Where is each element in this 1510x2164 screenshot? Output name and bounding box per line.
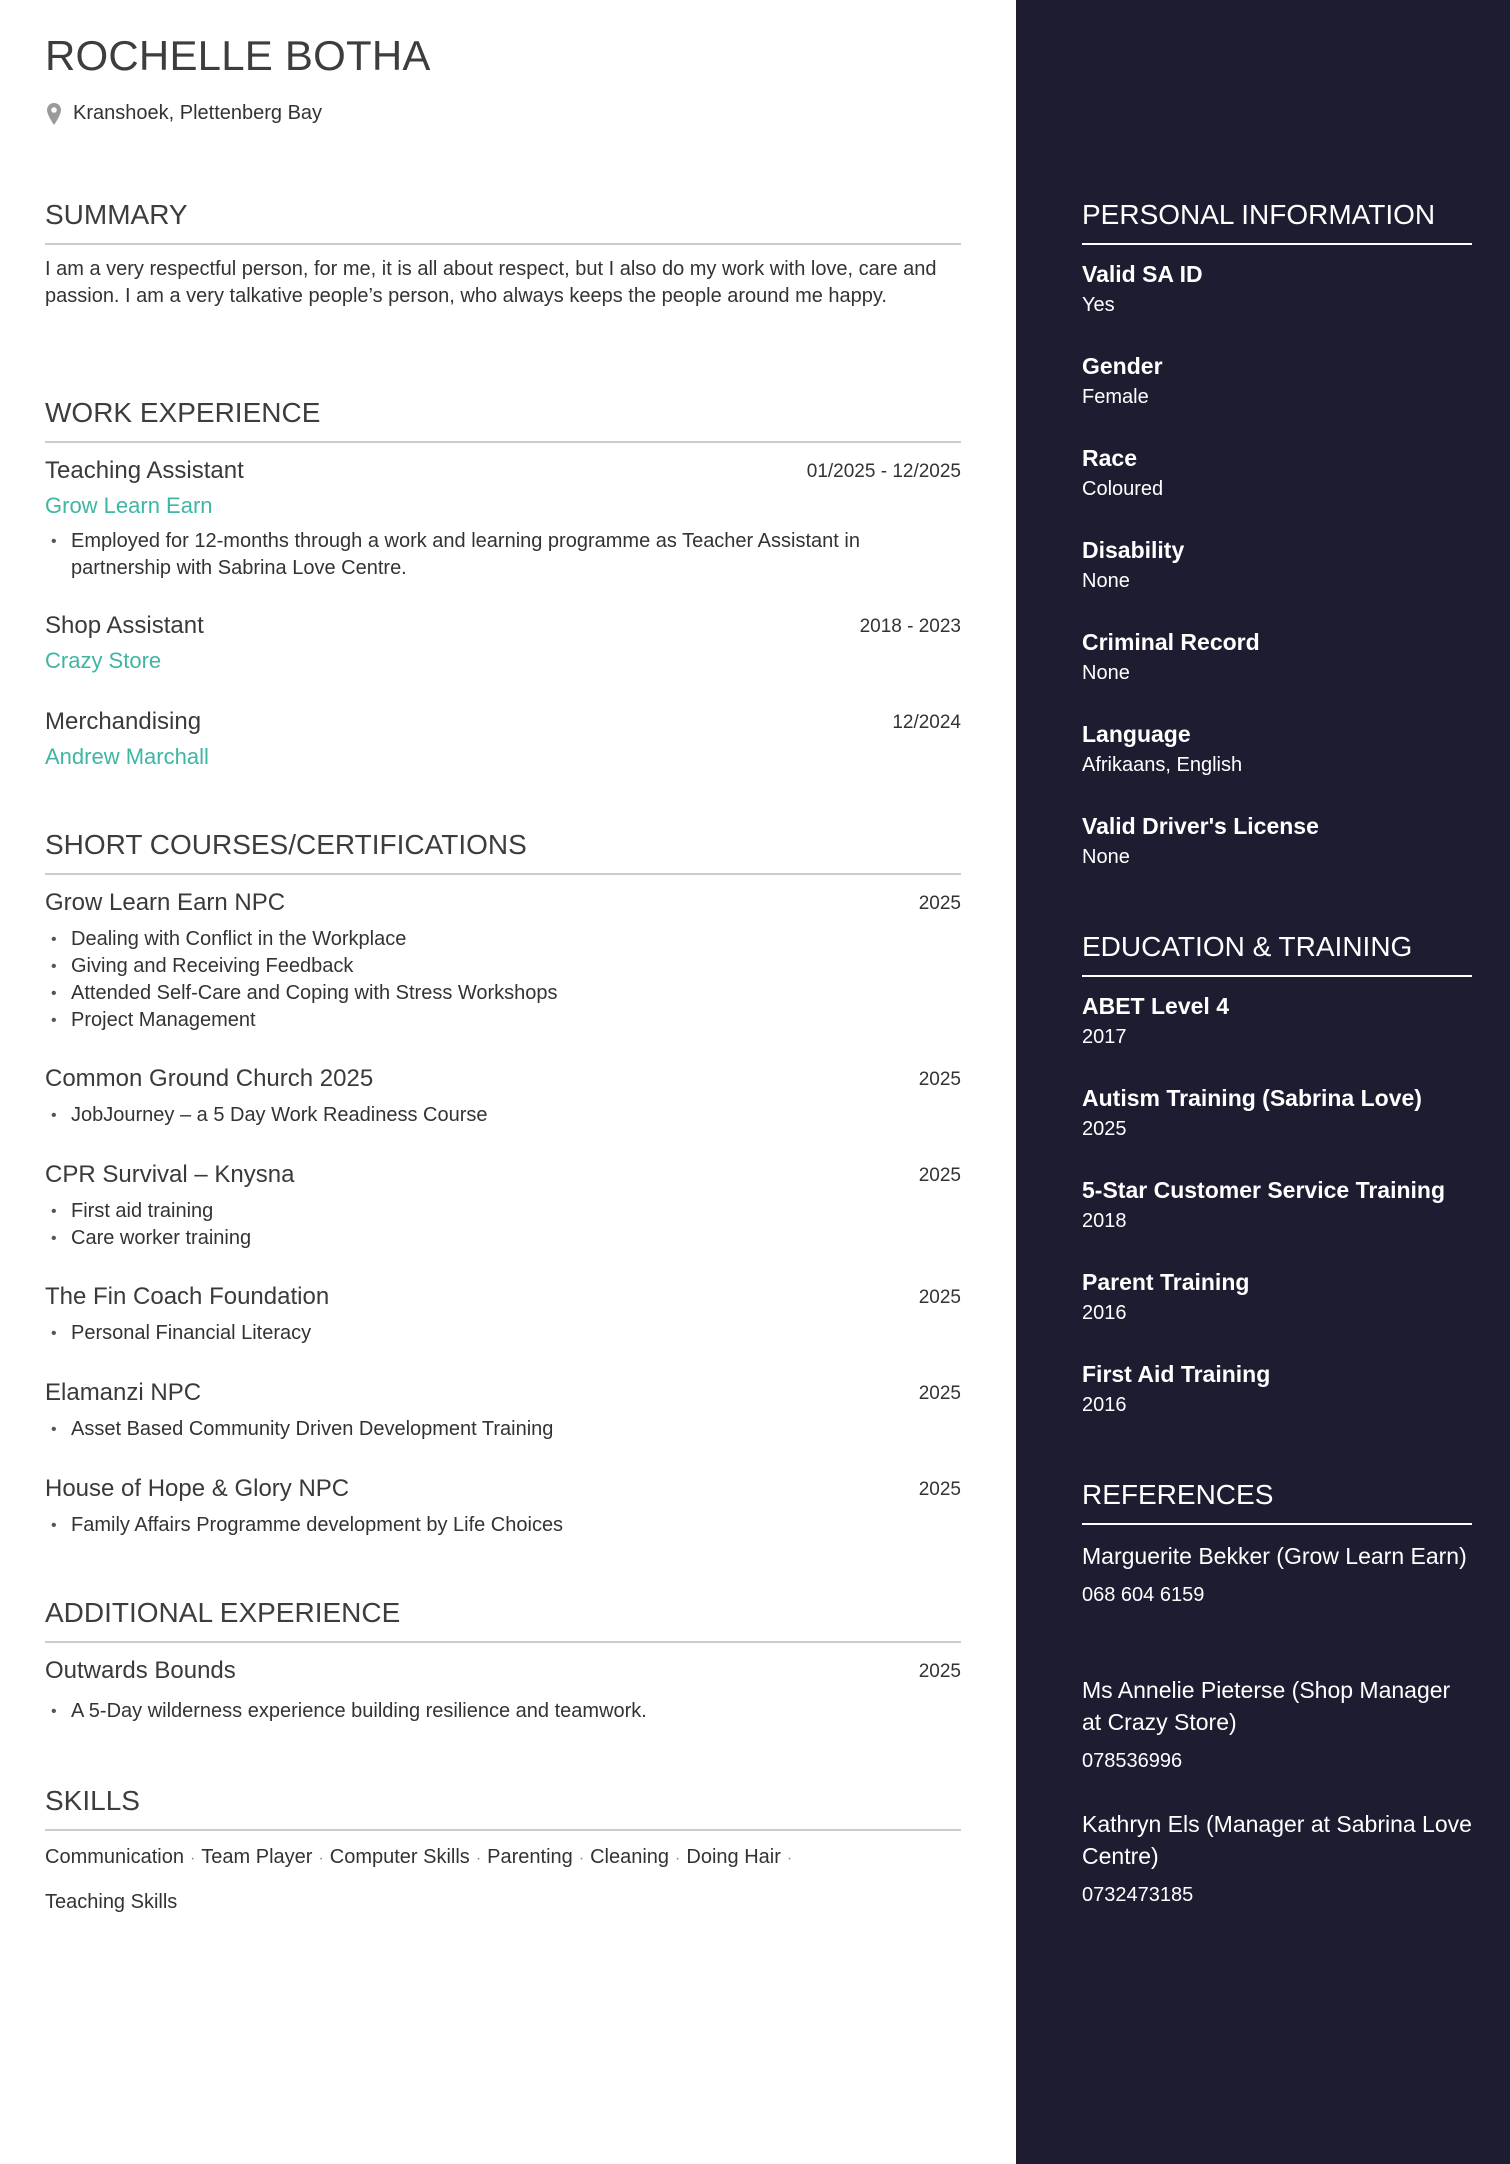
- info-label: Disability: [1082, 537, 1185, 563]
- reference-item: [1082, 1808, 1472, 1908]
- course-bullets: [45, 1198, 961, 1252]
- personal-info-item: [1082, 810, 1472, 870]
- job-date: 01/2025 - 12/2025: [806, 461, 961, 482]
- info-value: Afrikaans, English: [1082, 754, 1243, 776]
- personal-info-item: [1082, 626, 1472, 686]
- reference-name: Ms Annelie Pieterse (Shop Manager at Crazy Store): [1082, 1677, 1451, 1735]
- bullet-item: • JobJourney – a 5 Day Work Readiness Course: [45, 1102, 961, 1129]
- map-pin-icon: [47, 103, 61, 125]
- info-value: Yes: [1082, 294, 1115, 316]
- skill-tag: Doing Hair: [686, 1846, 781, 1868]
- skill-tag: Parenting: [487, 1846, 573, 1868]
- summary-text: I am a very respectful person, for me, it is all about respect, but I also do my work with love, care and passion. I am a very talkative people’s person, who always keeps the people around me happy.: [45, 258, 937, 307]
- location: [47, 102, 322, 125]
- section-divider: [45, 1829, 961, 1831]
- skill-separator: ·: [786, 1850, 793, 1867]
- course-bullets: [45, 1512, 961, 1539]
- section-divider: [45, 243, 961, 245]
- course-date: 2025: [918, 893, 961, 914]
- section-title-summary: SUMMARY: [45, 199, 188, 230]
- course-bullets: [45, 1416, 961, 1443]
- course-name: House of Hope & Glory NPC: [45, 1475, 350, 1502]
- education-item: [1082, 1358, 1472, 1418]
- education-name: 5-Star Customer Service Training: [1082, 1177, 1446, 1203]
- course-name: Elamanzi NPC: [45, 1379, 202, 1406]
- education-item: [1082, 1266, 1472, 1326]
- skill-separator: ·: [675, 1850, 681, 1867]
- experience-date: 2025: [918, 1661, 961, 1682]
- section-title-courses: SHORT COURSES/CERTIFICATIONS: [45, 829, 527, 860]
- course-date: 2025: [918, 1069, 961, 1090]
- education-name: First Aid Training: [1082, 1361, 1271, 1387]
- personal-info-item: [1082, 258, 1472, 318]
- employer-name: Grow Learn Earn: [45, 493, 213, 518]
- section-divider: [1082, 243, 1472, 245]
- education-year: 2025: [1082, 1118, 1127, 1140]
- bullet-item: • Giving and Receiving Feedback: [45, 953, 961, 980]
- education-name: Parent Training: [1082, 1269, 1250, 1295]
- courses-section: [45, 828, 961, 1536]
- employer-name: Andrew Marchall: [45, 744, 209, 769]
- skill-tag: Communication: [45, 1846, 184, 1868]
- bullet-item: • Employed for 12-months through a work and learning programme as Teacher Assistant in partnership with Sabrina Love Centre.: [45, 528, 961, 582]
- job-title: Teaching Assistant: [45, 457, 244, 484]
- course-date: 2025: [918, 1479, 961, 1500]
- course-date: 2025: [918, 1383, 961, 1404]
- section-title-additional: ADDITIONAL EXPERIENCE: [45, 1597, 401, 1628]
- skill-tag: Computer Skills: [329, 1846, 470, 1868]
- work-experience-section: [45, 396, 961, 769]
- job-title: Merchandising: [45, 708, 202, 735]
- section-divider: [45, 873, 961, 875]
- course-date: 2025: [918, 1287, 961, 1308]
- course-bullets: [45, 1102, 961, 1129]
- course-name: CPR Survival – Knysna: [45, 1161, 295, 1188]
- additional-experience-section: [45, 1596, 961, 1722]
- section-divider: [1082, 975, 1472, 977]
- section-title-personal: PERSONAL INFORMATION: [1082, 199, 1436, 230]
- course-date: 2025: [918, 1165, 961, 1186]
- sidebar: [1016, 0, 1510, 2164]
- job-bullets: [45, 528, 961, 582]
- education-item: [1082, 990, 1472, 1050]
- info-value: None: [1082, 570, 1130, 592]
- education-name: Autism Training (Sabrina Love): [1082, 1085, 1422, 1111]
- references-section: [1082, 1478, 1472, 1906]
- personal-info-item: [1082, 350, 1472, 410]
- reference-phone: 0732473185: [1082, 1884, 1194, 1906]
- info-label: Race: [1082, 445, 1137, 471]
- bullet-item: • Dealing with Conflict in the Workplace: [45, 926, 961, 953]
- section-title-education: EDUCATION & TRAINING: [1082, 931, 1413, 962]
- section-title-work: WORK EXPERIENCE: [45, 397, 321, 428]
- course-name: Common Ground Church 2025: [45, 1065, 374, 1092]
- job-title: Shop Assistant: [45, 612, 204, 639]
- job-date: 2018 - 2023: [859, 616, 961, 637]
- experience-bullets: [45, 1698, 961, 1725]
- section-divider: [45, 1641, 961, 1643]
- bullet-item: • Care worker training: [45, 1225, 961, 1252]
- job-date: 12/2024: [892, 712, 961, 733]
- reference-name: Marguerite Bekker (Grow Learn Earn): [1082, 1543, 1467, 1569]
- reference-name: Kathryn Els (Manager at Sabrina Love Centre): [1082, 1811, 1472, 1869]
- section-divider: [1082, 1523, 1472, 1525]
- bullet-item: • Personal Financial Literacy: [45, 1320, 961, 1347]
- education-item: [1082, 1082, 1472, 1142]
- bullet-item: • A 5-Day wilderness experience building resilience and teamwork.: [45, 1698, 961, 1725]
- bullet-item: • First aid training: [45, 1198, 961, 1225]
- personal-info-item: [1082, 442, 1472, 502]
- personal-info-section: [1082, 198, 1472, 868]
- location-text: Kranshoek, Plettenberg Bay: [73, 102, 323, 124]
- skills-row: [45, 1846, 798, 1869]
- bullet-item: • Asset Based Community Driven Development Training: [45, 1416, 961, 1443]
- summary-section: [45, 198, 961, 307]
- info-label: Valid SA ID: [1082, 261, 1203, 287]
- skill-tag: Team Player: [201, 1846, 313, 1868]
- course-name: Grow Learn Earn NPC: [45, 889, 286, 916]
- education-item: [1082, 1174, 1472, 1234]
- education-year: 2016: [1082, 1394, 1127, 1416]
- info-label: Criminal Record: [1082, 629, 1260, 655]
- skills-section: [45, 1784, 961, 1913]
- skill-separator: ·: [318, 1850, 324, 1867]
- skills-row: [45, 1891, 177, 1914]
- skill-tag: Cleaning: [590, 1846, 670, 1868]
- reference-item: [1082, 1674, 1472, 1774]
- experience-name: Outwards Bounds: [45, 1657, 236, 1684]
- reference-phone: 078536996: [1082, 1750, 1183, 1772]
- course-name: The Fin Coach Foundation: [45, 1283, 330, 1310]
- bullet-item: • Attended Self-Care and Coping with Stress Workshops: [45, 980, 961, 1007]
- education-name: ABET Level 4: [1082, 993, 1229, 1019]
- personal-info-item: [1082, 534, 1472, 594]
- section-title-references: REFERENCES: [1082, 1479, 1274, 1510]
- info-label: Gender: [1082, 353, 1163, 379]
- info-value: Coloured: [1082, 478, 1164, 500]
- skill-tag: Teaching Skills: [45, 1891, 178, 1913]
- personal-info-item: [1082, 718, 1472, 778]
- skill-separator: ·: [189, 1850, 196, 1867]
- section-divider: [45, 441, 961, 443]
- education-section: [1082, 930, 1472, 1416]
- info-value: None: [1082, 662, 1130, 684]
- employer-name: Crazy Store: [45, 648, 162, 673]
- candidate-name: ROCHELLE BOTHA: [45, 32, 431, 79]
- info-label: Valid Driver's License: [1082, 813, 1319, 839]
- course-bullets: [45, 926, 961, 1034]
- course-bullets: [45, 1320, 961, 1347]
- skill-separator: ·: [578, 1850, 585, 1867]
- skill-separator: ·: [475, 1850, 482, 1867]
- education-year: 2018: [1082, 1210, 1127, 1232]
- info-value: Female: [1082, 386, 1149, 408]
- info-label: Language: [1082, 721, 1191, 747]
- bullet-item: • Family Affairs Programme development by Life Choices: [45, 1512, 961, 1539]
- education-year: 2017: [1082, 1026, 1127, 1048]
- reference-phone: 068 604 6159: [1082, 1584, 1205, 1606]
- reference-item: [1082, 1540, 1472, 1608]
- bullet-item: • Project Management: [45, 1007, 961, 1034]
- section-title-skills: SKILLS: [45, 1785, 140, 1816]
- education-year: 2016: [1082, 1302, 1127, 1324]
- info-value: None: [1082, 846, 1130, 868]
